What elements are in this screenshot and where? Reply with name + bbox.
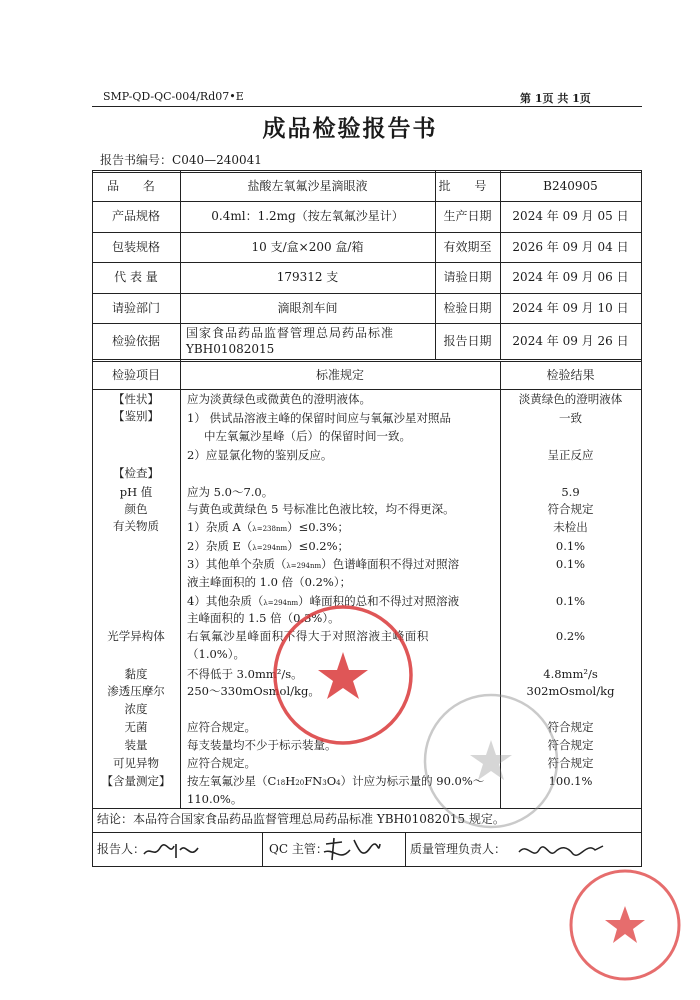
column-standard: 标准规定 bbox=[315, 367, 364, 382]
result-identification-2: 呈正反应 bbox=[547, 448, 594, 462]
item-fill-volume: 装量 bbox=[124, 738, 148, 752]
page-number: 第 1页 共 1页 bbox=[520, 92, 591, 105]
result-optical: 0.2% bbox=[555, 629, 586, 643]
item-related-substances: 有关物质 bbox=[113, 519, 159, 533]
std-related-1: 1）杂质 A（λ=238nm）≤0.3%； bbox=[187, 520, 349, 534]
std-identification-2: 2）应显氯化物的鉴别反应。 bbox=[187, 448, 333, 462]
batch-number: B240905 bbox=[543, 178, 598, 193]
item-ph: pH 值 bbox=[119, 485, 153, 499]
std-optical-2: （1.0%）。 bbox=[187, 647, 245, 661]
qa-seal-stamp bbox=[566, 866, 684, 984]
item-viscosity: 黏度 bbox=[124, 667, 148, 681]
std-optical-1: 右氧氟沙星峰面积不得大于对照溶液主峰面积 bbox=[187, 629, 429, 643]
qc-supervisor-label: QC 主管： bbox=[269, 842, 328, 856]
item-optical-isomer: 光学异构体 bbox=[107, 629, 165, 643]
result-identification-1: 一致 bbox=[559, 411, 582, 425]
report-title: 成品检验报告书 bbox=[262, 115, 438, 142]
qc-seal-stamp bbox=[268, 600, 418, 750]
name-label: 品 名 bbox=[107, 178, 165, 193]
quantity-label: 代 表 量 bbox=[114, 270, 158, 284]
item-assay: 【含量测定】 bbox=[101, 774, 171, 788]
std-visible-particles: 应符合规定。 bbox=[187, 756, 256, 770]
std-assay-2: 110.0%。 bbox=[187, 792, 243, 806]
pack-spec: 10 支/盒×200 盒/箱 bbox=[251, 239, 364, 254]
result-ph: 5.9 bbox=[561, 485, 580, 499]
result-related-4: 0.1% bbox=[555, 594, 586, 608]
std-viscosity: 不得低于 3.0mm²/s。 bbox=[187, 667, 303, 681]
report-date-label: 报告日期 bbox=[443, 333, 492, 348]
std-identification-1: 1） 供试品溶液主峰的保留时间应与氧氟沙星对照品 bbox=[187, 411, 451, 425]
std-related-3b: 液主峰面积的 1.0 倍（0.2%）； bbox=[187, 575, 352, 589]
mfg-date: 2024 年 09 月 05 日 bbox=[512, 209, 629, 223]
item-osmolality-2: 浓度 bbox=[124, 702, 148, 716]
result-related-2: 0.1% bbox=[555, 539, 586, 553]
std-sterility: 应符合规定。 bbox=[187, 720, 256, 734]
pack-label: 包装规格 bbox=[111, 239, 160, 254]
reporter-label: 报告人： bbox=[97, 842, 146, 856]
batch-label: 批 号 bbox=[438, 178, 497, 193]
item-appearance: 【性状】 bbox=[113, 392, 159, 406]
column-item: 检验项目 bbox=[111, 367, 160, 382]
dept-label: 请验部门 bbox=[111, 300, 160, 315]
mfg-date-label: 生产日期 bbox=[443, 209, 492, 223]
report-date: 2024 年 09 月 26 日 bbox=[512, 333, 629, 348]
result-related-3: 0.1% bbox=[555, 557, 586, 571]
item-visible-particles: 可见异物 bbox=[113, 756, 159, 770]
item-identification: 【鉴别】 bbox=[113, 409, 159, 423]
faint-seal-stamp bbox=[418, 688, 564, 834]
item-tests: 【检查】 bbox=[113, 466, 159, 480]
std-related-4b: 主峰面积的 1.5 倍（0.3%）。 bbox=[187, 611, 340, 625]
std-appearance: 应为淡黄绿色或微黄色的澄明液体。 bbox=[187, 392, 371, 406]
std-color: 与黄色或黄绿色 5 号标准比色液比较，均不得更深。 bbox=[187, 502, 455, 516]
result-visible-particles: 符合规定 bbox=[547, 756, 594, 770]
std-related-4: 4）其他杂质（λ=294nm）峰面积的总和不得过对照溶液 bbox=[187, 594, 460, 608]
test-date-label: 检验日期 bbox=[443, 300, 492, 315]
expiry-date: 2026 年 09 月 04 日 bbox=[512, 239, 629, 254]
department: 滴眼剂车间 bbox=[277, 300, 338, 315]
result-fill-volume: 符合规定 bbox=[547, 738, 594, 752]
std-related-3: 3）其他单个杂质（λ=294nm）色谱峰面积不得过对照溶 bbox=[187, 557, 460, 571]
test-date: 2024 年 09 月 10 日 bbox=[512, 300, 629, 315]
result-appearance: 淡黄绿色的澄明液体 bbox=[518, 392, 623, 406]
result-assay: 100.1% bbox=[548, 774, 593, 788]
std-related-2: 2）杂质 E（λ=294nm）≤0.2%； bbox=[187, 539, 350, 553]
item-osmolality: 渗透压摩尔 bbox=[107, 684, 165, 698]
std-ph: 应为 5.0～7.0。 bbox=[187, 485, 274, 499]
request-date-label: 请验日期 bbox=[443, 270, 492, 284]
request-date: 2024 年 09 月 06 日 bbox=[512, 270, 629, 284]
std-assay-1: 按左氧氟沙星（C18H20FN3O4）计应为标示量的 90.0%～ bbox=[187, 774, 485, 788]
result-osmolality: 302mOsmol/kg bbox=[526, 684, 615, 698]
result-sterility: 符合规定 bbox=[547, 720, 594, 734]
spec-label: 产品规格 bbox=[111, 209, 160, 223]
std-fill-volume: 每支装量均不少于标示装量。 bbox=[187, 738, 337, 752]
reporter-signature bbox=[140, 836, 204, 864]
conclusion: 结论：本品符合国家食品药品监督管理总局药品标准 YBH01082015 规定。 bbox=[97, 812, 505, 826]
std-identification-1b: 中左氧氟沙星峰（后）的保留时间一致。 bbox=[204, 429, 411, 443]
header-rule bbox=[92, 106, 642, 107]
result-viscosity: 4.8mm²/s bbox=[543, 667, 598, 681]
item-color: 颜色 bbox=[124, 502, 148, 516]
test-basis: 国家食品药品监督管理总局药品标准 YBH01082015 bbox=[186, 326, 395, 356]
document-code: SMP-QD-QC-004/Rd07•E bbox=[103, 90, 244, 103]
result-color: 符合规定 bbox=[547, 502, 594, 516]
qc-signature bbox=[320, 834, 384, 866]
expiry-label: 有效期至 bbox=[443, 239, 492, 254]
product-spec: 0.4ml：1.2mg（按左氧氟沙星计） bbox=[211, 209, 404, 223]
quantity: 179312 支 bbox=[276, 270, 339, 284]
column-result: 检验结果 bbox=[546, 367, 595, 382]
item-sterility: 无菌 bbox=[124, 720, 148, 734]
basis-label: 检验依据 bbox=[111, 333, 160, 348]
std-osmolality: 250～330mOsmol/kg。 bbox=[187, 684, 320, 698]
result-related-1: 未检出 bbox=[553, 520, 588, 534]
report-number: 报告书编号：C040—240041 bbox=[100, 153, 262, 167]
product-name: 盐酸左氧氟沙星滴眼液 bbox=[247, 178, 368, 193]
qa-signature bbox=[515, 836, 607, 864]
qa-head-label: 质量管理负责人： bbox=[410, 842, 507, 856]
